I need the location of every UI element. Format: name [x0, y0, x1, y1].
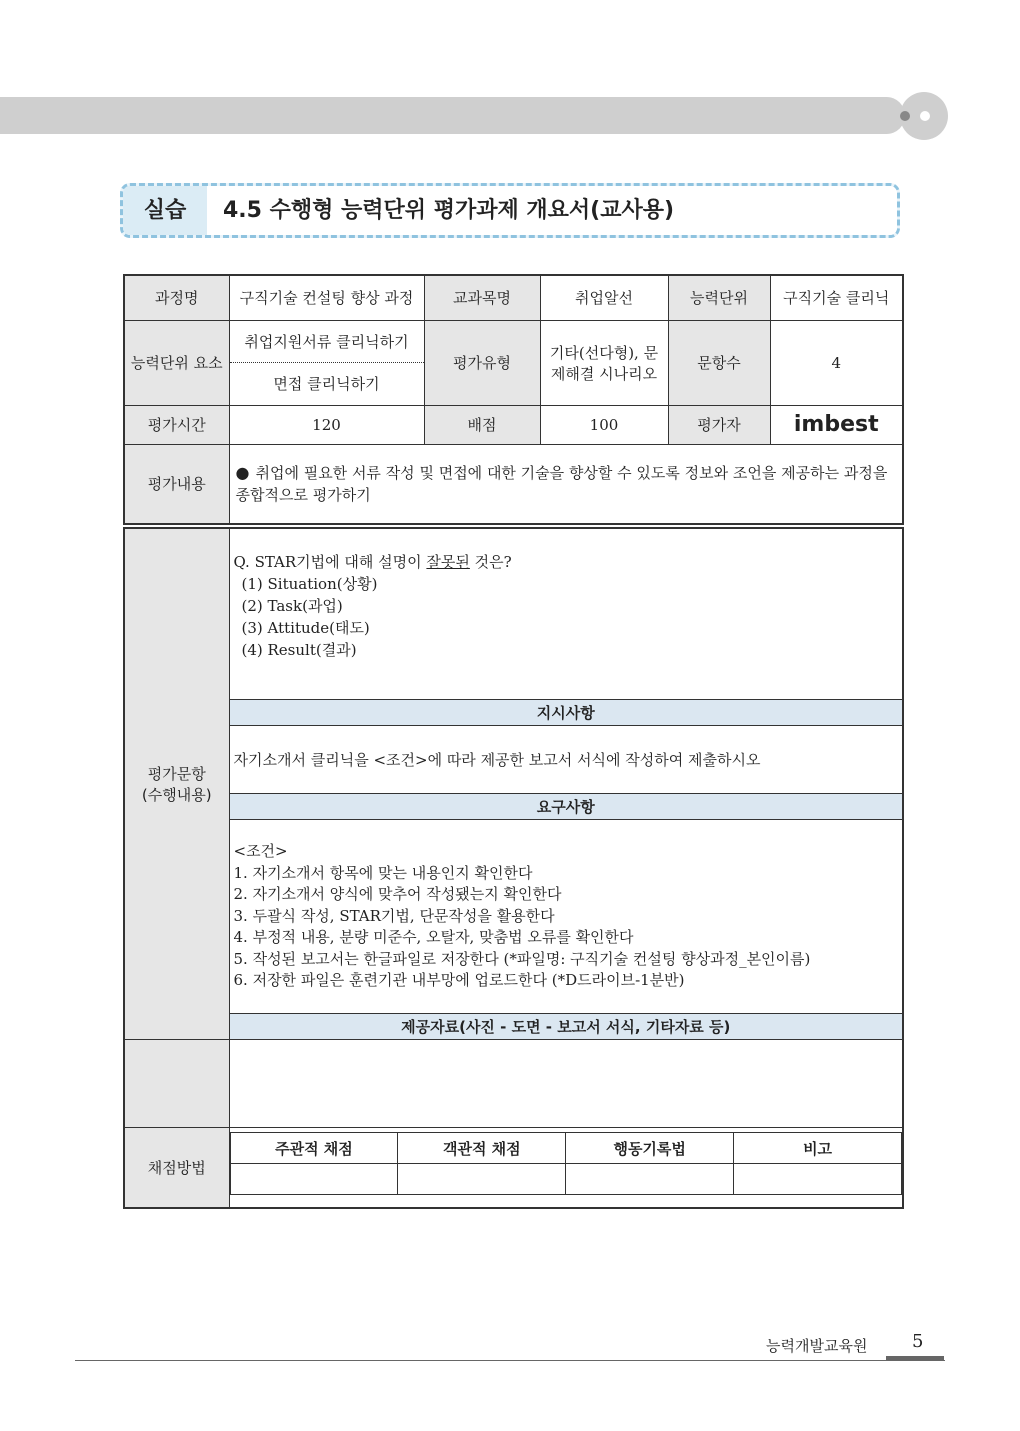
question-label-1: 평가문항 — [147, 765, 206, 783]
grading-col: 객관적 채점 — [398, 1133, 566, 1164]
option-1: (1) Situation(상황) — [241, 575, 378, 593]
grading-col: 행동기록법 — [566, 1133, 734, 1164]
content-value: 취업에 필요한 서류 작성 및 면접에 대한 기술을 향상할 수 있도록 정보와 조언을 제공하는 과정을 종합적으로 평가하기 — [235, 463, 888, 504]
subject-value: 취업알선 — [540, 275, 668, 320]
condition-item: 2. 자기소개서 양식에 맞추어 작성됐는지 확인한다 — [233, 885, 562, 904]
footer-rule — [75, 1360, 945, 1361]
decor-dot — [920, 111, 930, 121]
materials-cell — [229, 1040, 903, 1128]
score-label: 배점 — [424, 405, 540, 444]
subject-label: 교과목명 — [424, 275, 540, 320]
unit-label: 능력단위 — [668, 275, 770, 320]
grading-cell — [566, 1164, 734, 1195]
element-label: 능력단위 요소 — [124, 320, 229, 405]
question-label — [124, 528, 229, 1040]
grading-cell — [230, 1164, 398, 1195]
title-tag: 실습 — [123, 186, 207, 235]
condition-item: 6. 저장한 파일은 훈련기관 내부망에 업로드한다 (*D드라이브-1분반) — [233, 971, 685, 990]
bullet-icon: ● — [235, 462, 250, 482]
condition-header: <조건> — [233, 842, 288, 861]
type-label: 평가유형 — [424, 320, 540, 405]
time-label: 평가시간 — [124, 405, 229, 444]
instruction-text: 자기소개서 클리닉을 <조건>에 따라 제공한 보고서 서식에 작성하여 제출하시오 — [229, 726, 903, 794]
overview-table — [123, 274, 904, 525]
question-label-2: (수행내용) — [141, 786, 212, 804]
content-cell — [229, 444, 903, 524]
option-2: (2) Task(과업) — [241, 597, 343, 615]
question-text — [234, 551, 899, 573]
question-table — [123, 527, 904, 1209]
header-decor-bar — [0, 97, 905, 134]
decor-dot — [900, 111, 910, 121]
header-decor-circle — [900, 92, 948, 140]
materials-title: 제공자료(사진 - 도면 - 보고서 서식, 기타자료 등) — [229, 1014, 903, 1040]
content-label: 평가내용 — [124, 444, 229, 524]
element-2: 면접 클리닉하기 — [273, 375, 380, 393]
footer-org: 능력개발교육원 — [766, 1337, 868, 1355]
time-value: 120 — [229, 405, 424, 444]
conditions-cell — [229, 820, 903, 1014]
grading-table — [230, 1132, 903, 1195]
footer-accent-bar — [886, 1356, 944, 1361]
count-label: 문항수 — [668, 320, 770, 405]
question-suffix: 것은? — [469, 553, 512, 571]
grading-label: 채점방법 — [124, 1128, 229, 1208]
requirement-title: 요구사항 — [229, 794, 903, 820]
grading-cell — [398, 1164, 566, 1195]
option-3: (3) Attitude(태도) — [241, 619, 370, 637]
unit-value: 구직기술 클리닉 — [770, 275, 903, 320]
course-value: 구직기술 컨설팅 향상 과정 — [229, 275, 424, 320]
option-4: (4) Result(결과) — [241, 641, 357, 659]
evaluator-value: imbest — [770, 405, 903, 444]
grading-cell — [734, 1164, 902, 1195]
element-1: 취업지원서류 클리닉하기 — [230, 321, 424, 363]
evaluator-label: 평가자 — [668, 405, 770, 444]
course-label: 과정명 — [124, 275, 229, 320]
question-underline: 잘못된 — [426, 553, 470, 571]
question-cell — [229, 528, 903, 700]
condition-item: 3. 두괄식 작성, STAR기법, 단문작성을 활용한다 — [233, 906, 555, 925]
condition-item: 5. 작성된 보고서는 한글파일로 저장한다 (*파일명: 구직기술 컨설팅 향상과정_본인이름) — [233, 949, 811, 968]
title-box — [120, 183, 900, 238]
instruction-title: 지시사항 — [229, 700, 903, 726]
grading-col: 주관적 채점 — [230, 1133, 398, 1164]
score-value: 100 — [540, 405, 668, 444]
page-number: 5 — [912, 1331, 924, 1352]
page-title: 4.5 수행형 능력단위 평가과제 개요서(교사용) — [207, 186, 897, 235]
grading-col: 비고 — [734, 1133, 902, 1164]
count-value: 4 — [770, 320, 903, 405]
question-prefix: Q. STAR기법에 대해 설명이 — [233, 553, 427, 571]
type-value: 기타(선다형), 문제해결 시나리오 — [540, 320, 668, 405]
condition-item: 4. 부정적 내용, 분량 미준수, 오탈자, 맞춤법 오류를 확인한다 — [233, 928, 634, 947]
condition-item: 1. 자기소개서 항목에 맞는 내용인지 확인한다 — [233, 863, 533, 882]
